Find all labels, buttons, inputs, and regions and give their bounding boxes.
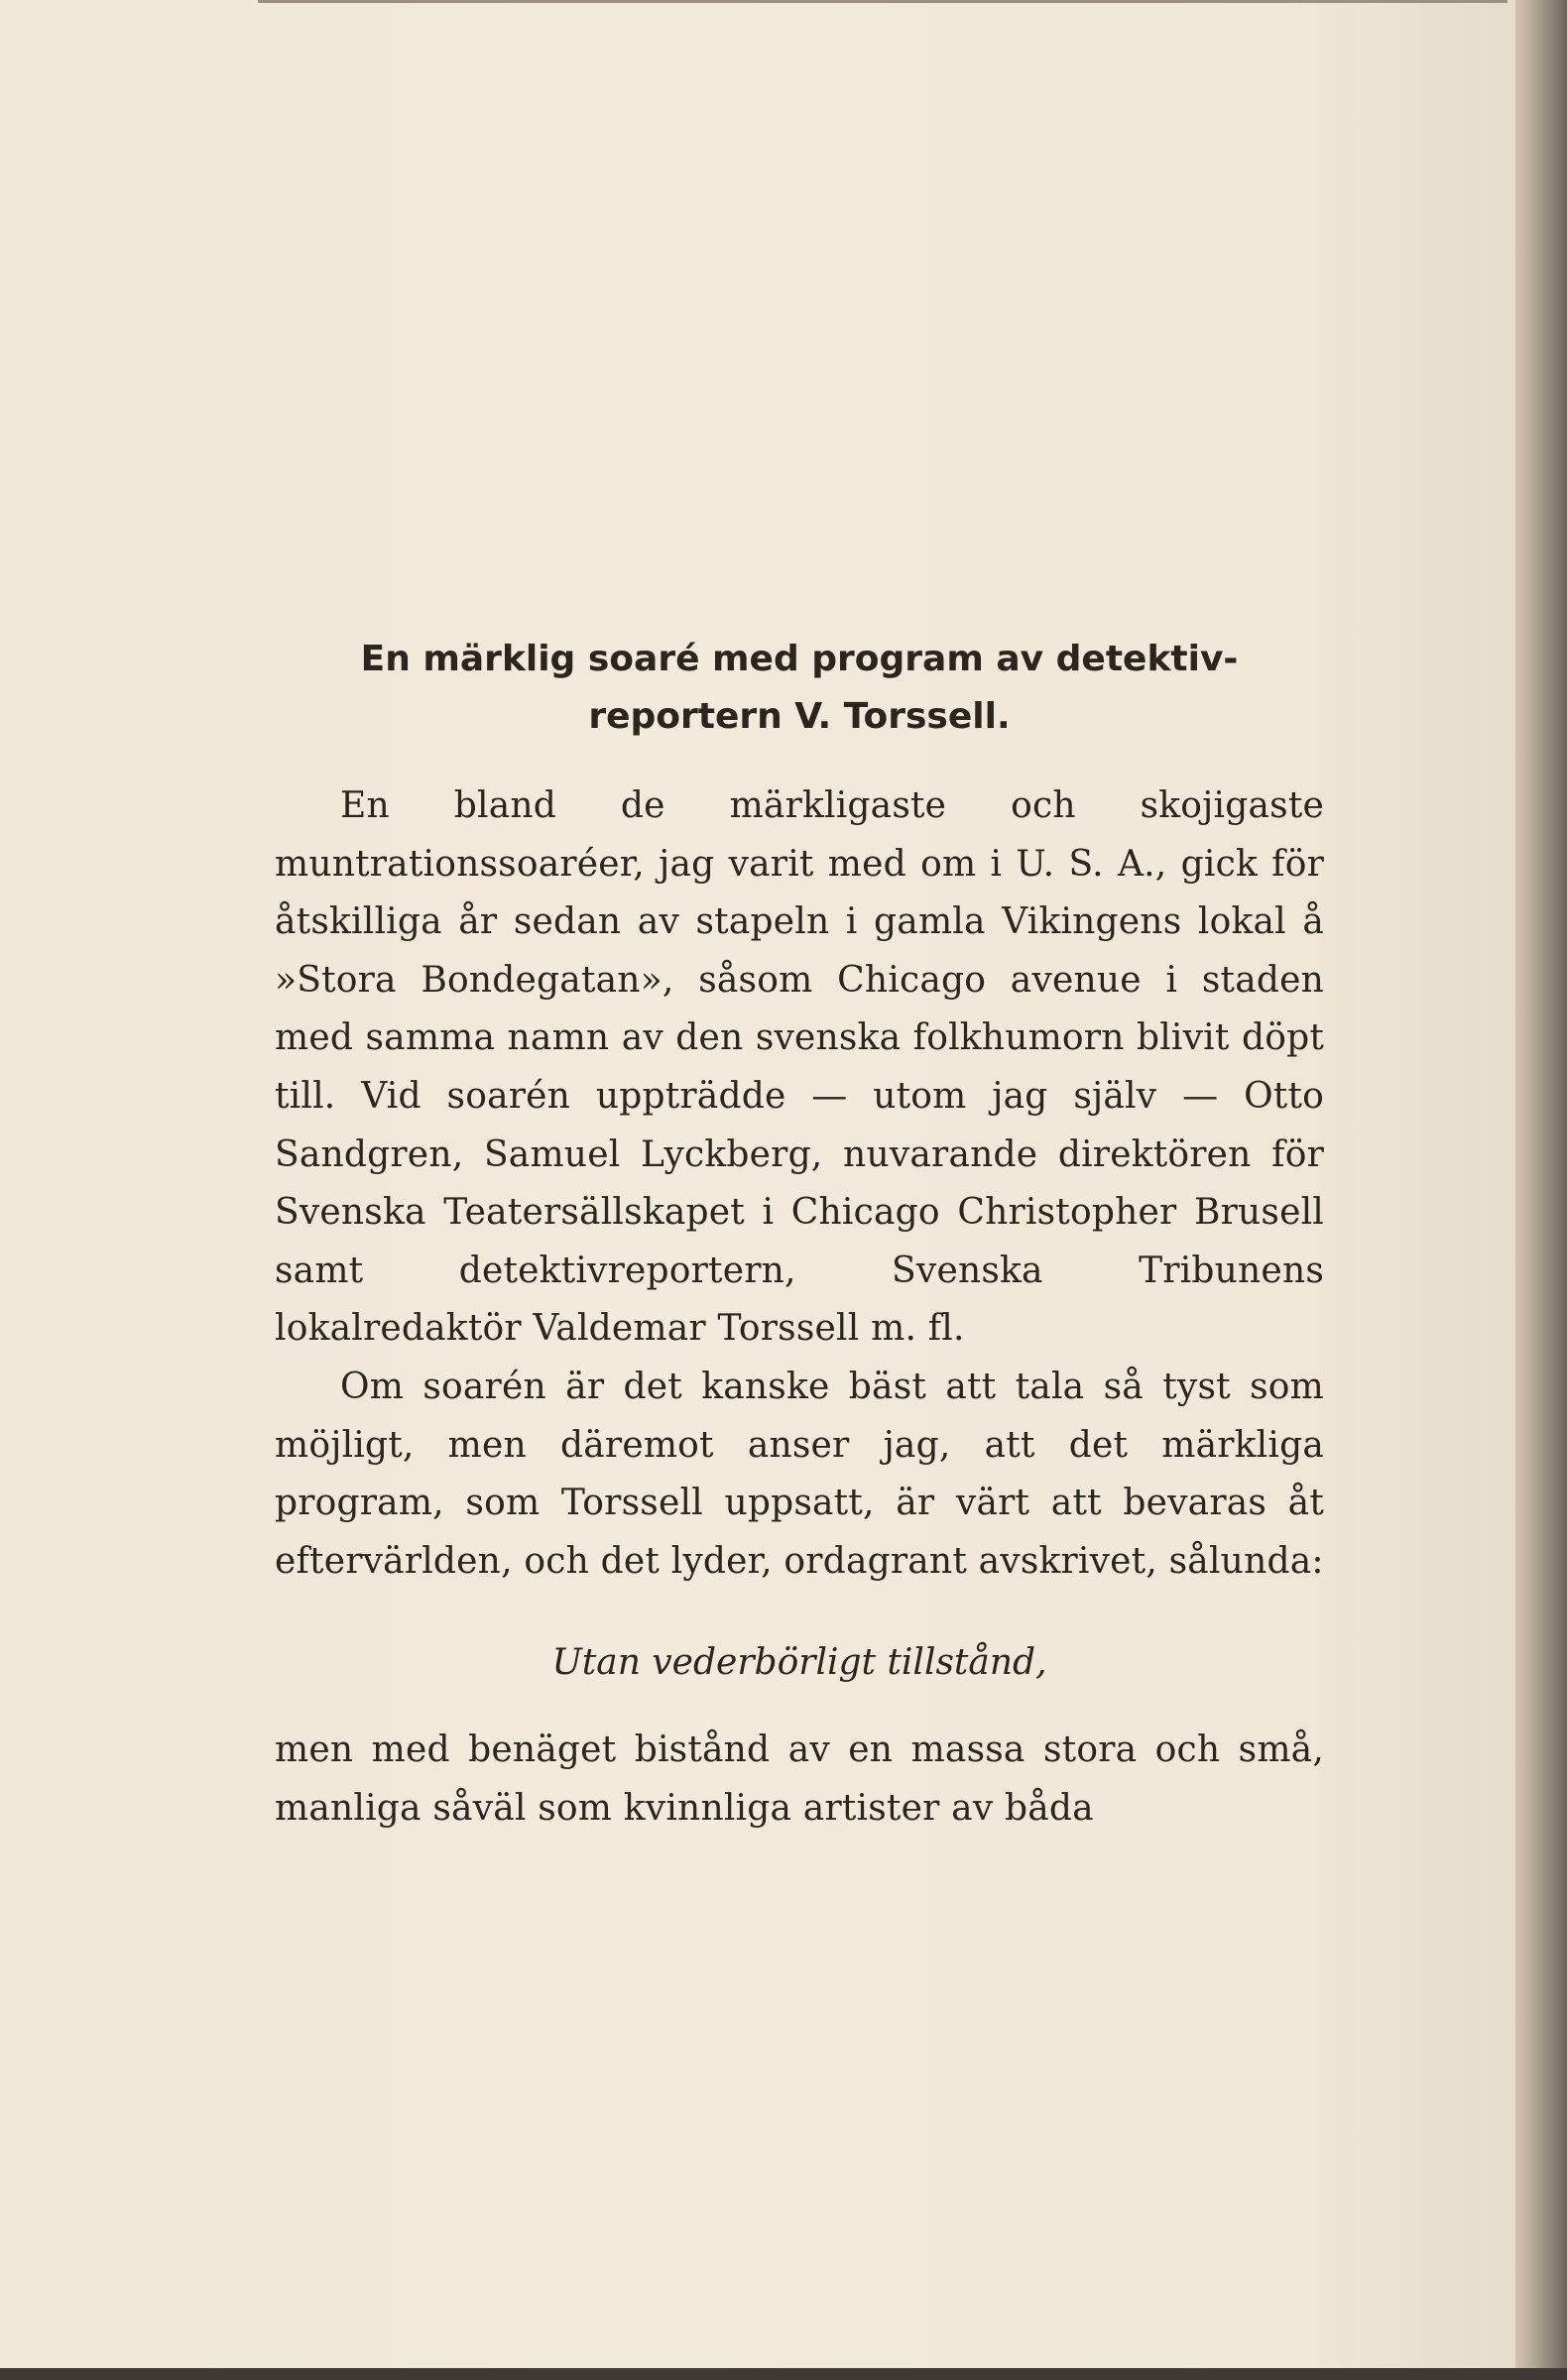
paragraph-continuation: men med benäget bistånd av en massa stora och små, manliga såväl som kvinnliga artister av båda (275, 1729, 1324, 1829)
top-rule (258, 0, 1507, 3)
program-title: Utan vederbörligt tillstånd, (551, 1642, 1047, 1684)
paragraph-intro: En bland de märkligaste och skojigaste muntrationssoaréer, jag varit med om i U. S. A., gick för åtskilliga år sedan av stapeln i gamla Vikingens lokal å »Stora Bondegatan», såsom Chicago avenue i staden med samma namn av den svenska folkhumorn blivit döpt till. Vid soarén uppträdde — utom jag själv — Otto Sandgren, Samuel Lyckberg, nuvarande direktören för Svenska Teatersällskapet i Chicago Christopher Brusell samt detektivreportern, Svenska Tribunens lokalredaktör Valdemar Torssell m. fl. (275, 785, 1324, 1350)
paragraph-program: Om soarén är det kanske bäst att tala så tyst som möjligt, men däremot anser jag, att det märkliga program, som Torssell uppsatt, är värt att bevaras åt eftervärlden, och det lyder, ordagrant avskrivet, sålunda: (275, 1366, 1324, 1582)
page-content (275, 631, 1324, 1839)
chapter-heading (275, 631, 1324, 746)
bottom-edge (0, 2368, 1567, 2380)
chapter-heading-line-2: reportern V. Torssell. (588, 696, 1011, 737)
page-edge (1515, 0, 1567, 2380)
chapter-heading-line-1: En märklig soaré med program av detektiv- (360, 639, 1239, 679)
